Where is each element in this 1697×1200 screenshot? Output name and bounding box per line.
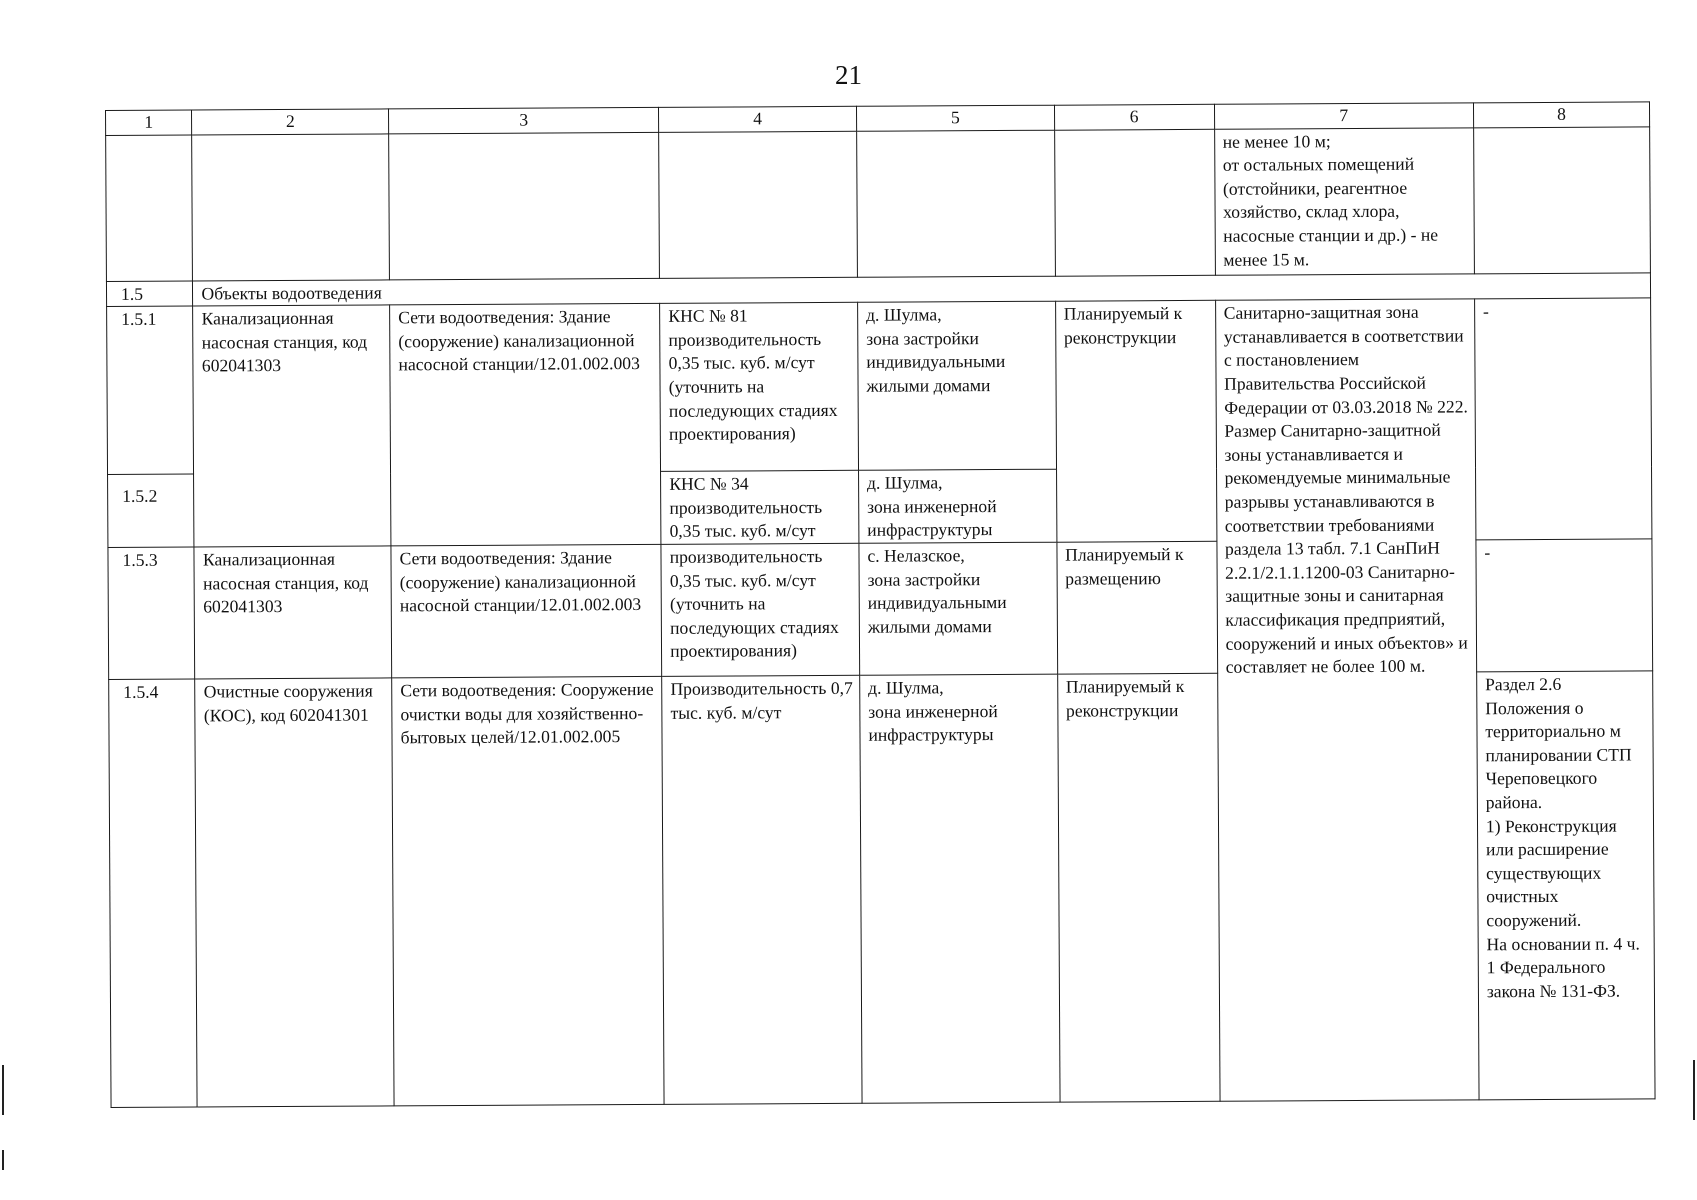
object-note: - [1476,539,1653,672]
empty-cell [106,135,193,281]
object-name: Канализационная насосная станция, код 602041303 [193,305,391,547]
empty-cell [192,134,389,281]
empty-cell [1473,126,1650,273]
row-number: 1.5.1 [107,306,194,474]
row-number: 1.5.3 [108,547,195,679]
object-location: с. Нелазское, зона застройки индивидуальными жилыми домами [859,542,1057,675]
scan-edge-mark [2,1065,4,1115]
row-number: 1.5.2 [108,474,195,547]
object-name: Канализационная насосная станция, код 602041303 [194,546,391,679]
continuation-text: не менее 10 м; от остальных помещений (отстойники, реагентное хозяйство, склад хлора, насосные станции и др.) - не менее 15 м. [1214,127,1474,274]
scan-edge-mark [2,1150,4,1170]
object-type: Сети водоотведения: Здание (сооружение) канализационной насосной станции/12.01.002.003 [390,304,661,546]
header-cell: 5 [856,105,1054,131]
header-cell: 3 [389,107,659,133]
page-number: 21 [835,60,862,90]
table-row [107,298,1652,475]
object-spec: КНС № 81 производительность 0,35 тыс. куб. м/сут (уточнить на последующих стадиях проектирования) [660,302,859,471]
header-cell: 7 [1214,103,1473,129]
scan-edge-mark [1693,1060,1695,1120]
object-note: - [1474,298,1651,540]
object-spec: Производительность 0,7 тыс. куб. м/сут [662,675,862,1104]
sanitary-zone: Санитарно-защитная зона устанавливается в соответствии с постановлением Правительства Российской Федерации от 03.03.2018 № 222. Размер Санитарно-защитной зоны устанавливается и рекомендуемые минимальные разрывы устанавливаются в соответствии требованиями раздела 13 табл. 7.1 СанПиН 2.2.1/2.1.1.1200-03 Санитарно-защитные зоны и санитарная классификация предприятий, сооружений и иных объектов» и составляет не более 100 м. [1215,299,1479,1101]
empty-cell [659,131,858,278]
header-cell: 8 [1473,102,1649,128]
object-status: Планируемый к реконструкции [1055,300,1216,542]
object-spec: КНС № 34 производительность 0,35 тыс. куб. м/сут [661,470,859,544]
empty-cell [389,132,660,280]
object-location: д. Шулма, зона инженерной инфраструктуры [858,469,1056,543]
object-note: Раздел 2.6 Положения о территориально м планировании СТП Череповецкого района. 1) Реконструкция или расширение существующих очистных сооружений. На основании п. 4 ч. 1 Федерального закона № 131-ФЗ. [1477,671,1656,1100]
object-name: Очистные сооружения (КОС), код 602041301 [195,678,394,1107]
header-cell: 6 [1054,104,1214,129]
object-spec: производительность 0,35 тыс. куб. м/сут (уточнить на последующих стадиях проектирования) [661,543,859,676]
empty-cell [857,130,1056,277]
header-cell: 4 [659,106,857,132]
objects-table [105,101,1656,1108]
empty-cell [1054,129,1215,276]
object-location: д. Шулма, зона инженерной инфраструктуры [860,674,1060,1103]
row-number: 1.5.4 [109,679,198,1107]
section-title: Объекты водоотведения [193,272,1651,306]
object-type: Сети водоотведения: Здание (сооружение) канализационной насосной станции/12.01.002.003 [391,544,662,678]
object-status: Планируемый к размещению [1057,541,1218,674]
object-location: д. Шулма, зона застройки индивидуальными жилыми домами [857,301,1056,470]
section-number: 1.5 [106,281,193,307]
continuation-row [106,126,1651,281]
object-status: Планируемый к реконструкции [1057,673,1219,1102]
object-type: Сети водоотведения: Сооружение очистки воды для хозяйственно-бытовых целей/12.01.002.005 [392,676,664,1106]
header-cell: 2 [192,109,389,135]
header-cell: 1 [106,110,193,135]
